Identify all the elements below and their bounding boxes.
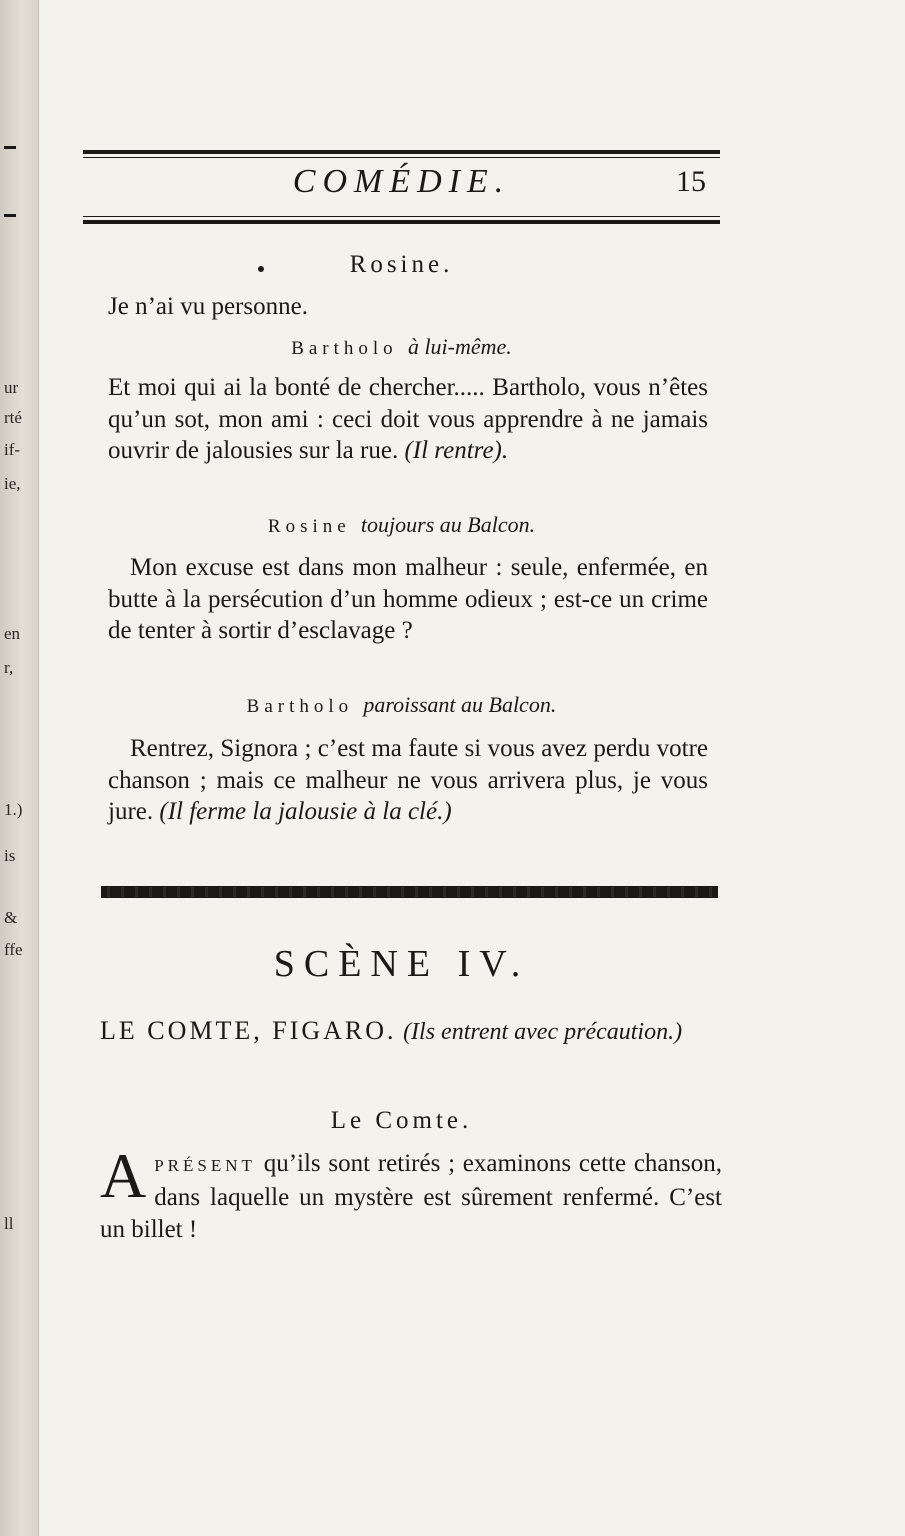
page-number: 15 <box>676 165 706 198</box>
speech-body: Rentrez, Signora ; c’est ma faute si vous avez perdu votre chanson ; mais ce malheur ne vous arrivera plus, je vous jure. <box>108 735 708 825</box>
scene-characters <box>100 1013 720 1050</box>
running-head-title: COMÉDIE. <box>292 163 511 200</box>
speaker-name: Bartholo <box>291 338 398 359</box>
speech-body: qu’ils sont retirés ; examinons cette chanson, dans laquelle un mystère est sûrement renfermé. C’est un billet ! <box>100 1150 723 1243</box>
speech-body: Et moi qui ai la bonté de chercher..... Bartholo, vous n’êtes qu’un sot, mon ami : ceci doit vous apprendre à ne jamais ouvrir de jalousies sur la rue. <box>108 374 708 464</box>
edge-dash <box>4 214 16 217</box>
stage-direction: (Il ferme la jalousie à la clé.) <box>159 798 452 825</box>
edge-fragment: is <box>4 846 16 865</box>
edge-fragment: 1.) <box>4 800 23 819</box>
speaker-name: Bartholo <box>246 696 354 717</box>
edge-fragment: & <box>4 908 18 927</box>
edge-fragment: ffe <box>4 940 23 959</box>
speaker-heading <box>83 250 720 280</box>
edge-fragment: ll <box>4 1214 14 1233</box>
character-list: LE COMTE, FIGARO. <box>100 1016 397 1045</box>
edge-fragment: if- <box>4 440 21 459</box>
top-rule <box>83 150 720 154</box>
speaker-heading <box>83 1106 720 1136</box>
running-head <box>83 160 720 204</box>
stage-direction: à lui-même. <box>407 334 512 359</box>
edge-fragment: ur <box>4 378 19 397</box>
speech-text <box>108 552 708 647</box>
small-caps-word: PRÉSENT <box>154 1156 256 1175</box>
head-rule <box>83 220 720 224</box>
speech-body: Mon excuse est dans mon malheur : seule, enfermée, en butte à la persécution d’un homme odieux ; est-ce un crime de tenter à sortir d’esclavage ? <box>108 554 708 644</box>
stage-direction: (Ils entrent avec précaution.) <box>403 1019 683 1045</box>
drop-cap: A <box>100 1140 147 1211</box>
stage-direction: (Il rentre). <box>404 437 509 464</box>
edge-fragment: ie, <box>4 474 21 493</box>
speech-text <box>108 292 708 322</box>
top-rule-thin <box>83 157 720 158</box>
opening-paragraph <box>100 1140 723 1246</box>
edge-dash <box>4 146 16 149</box>
ornamental-divider <box>101 886 718 898</box>
speaker-heading <box>83 332 720 364</box>
edge-fragment: r, <box>4 658 14 677</box>
head-rule-thin <box>83 216 720 217</box>
speaker-name: Le Comte. <box>330 1107 473 1134</box>
edge-fragment: rté <box>4 408 22 427</box>
speaker-name: Rosine. <box>349 251 454 278</box>
speech-line: Je n’ai vu personne. <box>108 293 308 320</box>
speech-text <box>108 733 708 828</box>
speech-text <box>108 372 708 467</box>
stage-direction: toujours au Balcon. <box>360 512 536 537</box>
speaker-heading <box>83 510 720 542</box>
speaker-heading <box>83 690 720 722</box>
edge-fragment: en <box>4 624 21 643</box>
scene-title: SCÈNE IV. <box>273 943 530 985</box>
previous-page-edge <box>0 0 39 1536</box>
stage-direction: paroissant au Balcon. <box>363 692 557 717</box>
speaker-name: Rosine <box>267 516 351 537</box>
